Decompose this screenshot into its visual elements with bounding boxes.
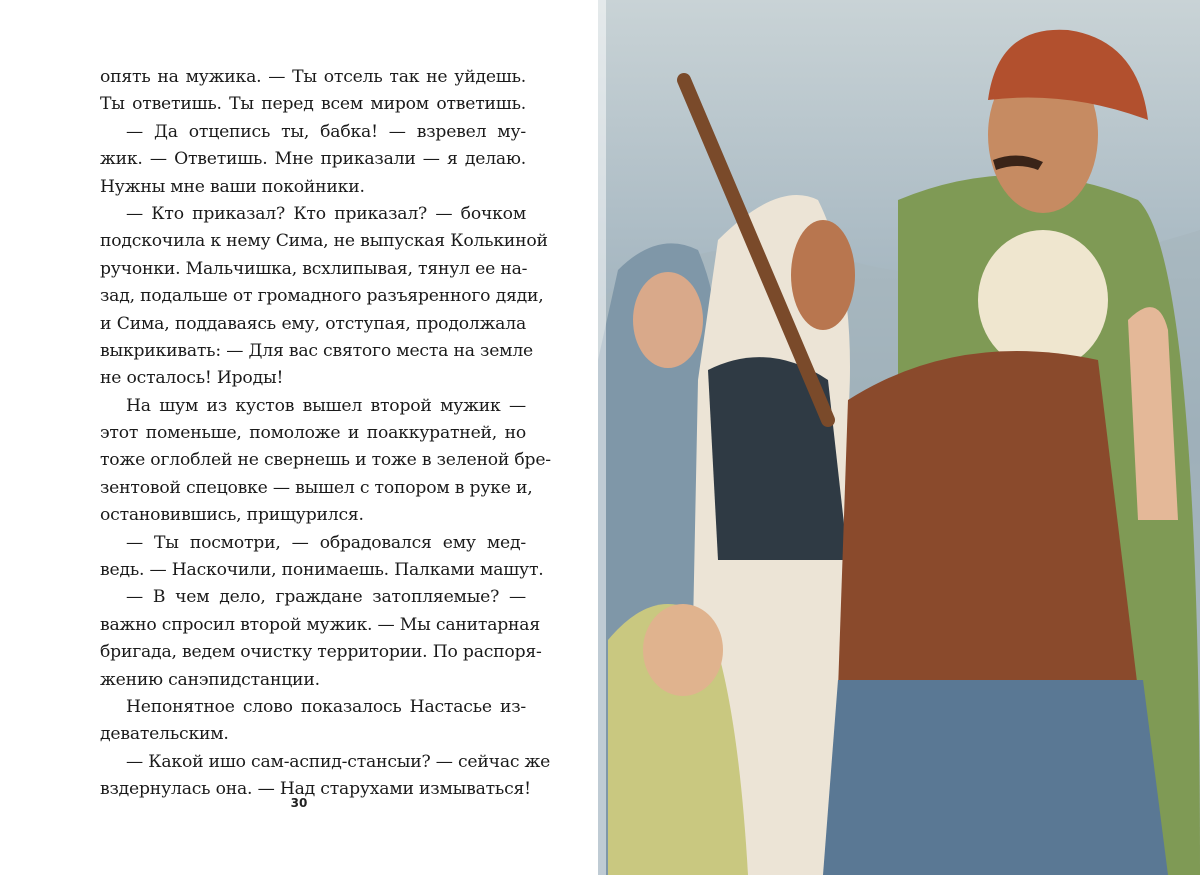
text-line: опять на мужика. — Ты отсель так не уйдешь. xyxy=(100,67,526,87)
text-line: ведь. — Наскочили, понимаешь. Палками машут. xyxy=(100,560,544,581)
brown-vest xyxy=(838,351,1138,690)
text-line: зад, подальше от громадного разъяренного дяди, xyxy=(100,286,544,307)
watercolor-illustration xyxy=(598,0,1200,875)
text-line: — Да отцепись ты, бабка! — взревел му- xyxy=(126,121,526,142)
text-line: жению санэпидстанции. xyxy=(100,669,320,690)
dark-vest xyxy=(708,357,848,560)
text-line: Нужны мне ваши покойники. xyxy=(100,176,365,197)
text-line: бригада, ведем очистку территории. По распоря- xyxy=(100,642,542,663)
woman-head-scarf xyxy=(978,230,1108,370)
text-line: зентовой спецовке — вышел с топором в руке и, xyxy=(100,477,533,498)
text-line: подскочила к нему Сима, не выпуская Колькиной xyxy=(100,231,548,252)
text-line: выкрикивать: — Для вас святого места на земле xyxy=(100,340,534,361)
body-text xyxy=(100,64,551,804)
blue-skirt xyxy=(823,680,1168,875)
text-line: вздернулась она. — Над старухами измываться! xyxy=(100,779,531,800)
text-line: тоже оглоблей не свернешь и тоже в зеленой бре- xyxy=(100,450,551,471)
text-line: жик. — Ответишь. Мне приказали — я делаю. xyxy=(100,149,526,170)
text-page xyxy=(0,0,598,875)
text-line: — Кто приказал? Кто приказал? — бочком xyxy=(126,203,526,224)
text-line: не осталось! Ироды! xyxy=(100,368,284,389)
text-line: важно спросил второй мужик. — Мы санитарная xyxy=(100,614,540,635)
text-line: — В чем дело, граждане затопляемые? — xyxy=(126,587,526,608)
text-line: остановившись, прищурился. xyxy=(100,505,364,526)
text-line: девательским. xyxy=(100,724,229,745)
text-line: этот поменьше, помоложе и поаккуратней, но xyxy=(100,423,526,444)
text-line: — Какой ишо сам-аспид-стансыи? — сейчас же xyxy=(126,751,551,772)
text-line: На шум из кустов вышел второй мужик — xyxy=(126,395,526,416)
text-line: и Сима, поддаваясь ему, отступая, продолжала xyxy=(100,313,526,334)
text-line: Непонятное слово показалось Настасье из- xyxy=(126,696,526,717)
text-line: — Ты посмотри, — обрадовался ему мед- xyxy=(126,532,526,553)
page-number: 30 xyxy=(290,796,308,810)
text-line: Ты ответишь. Ты перед всем миром ответишь. xyxy=(100,94,526,115)
text-line: ручонки. Мальчишка, всхлипывая, тянул ее на- xyxy=(100,258,528,279)
